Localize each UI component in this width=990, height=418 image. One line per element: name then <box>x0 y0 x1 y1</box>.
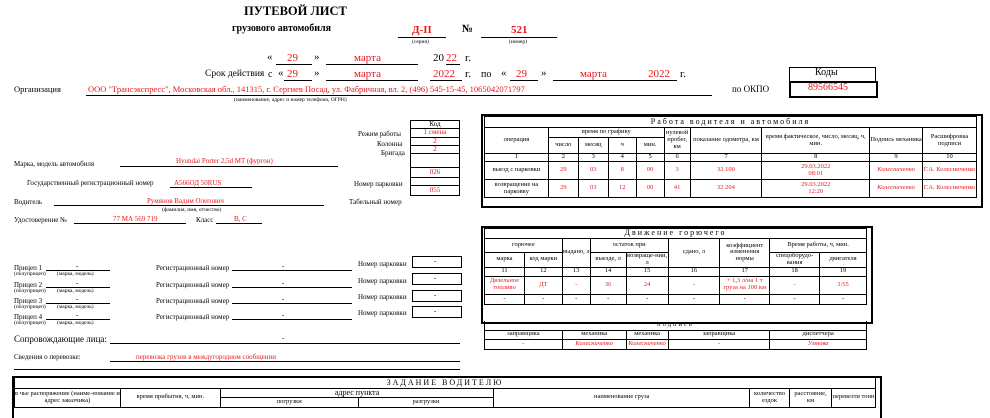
fuel-sign-role: механика <box>562 330 626 339</box>
transport-info-value: перевозка грузов в междугородном сообщении <box>136 353 276 361</box>
trailer-2-semi: (полуприцеп) <box>14 288 46 294</box>
trailer-4-reg-label: Регистрационный номер <box>156 313 230 321</box>
work-num: 8 <box>762 154 870 162</box>
organization-label: Организация <box>14 84 61 94</box>
work-row-actual-date: 29.03.2022 <box>801 180 831 188</box>
task-table <box>14 378 876 408</box>
column-label: Колонна <box>377 140 403 148</box>
brigade-label: Бригада <box>381 149 405 157</box>
validity-from-day: 29 <box>287 68 298 80</box>
work-row-sign: Колесниченко <box>870 162 923 180</box>
work-row-decode: Г.А. Колесниченко <box>923 180 977 198</box>
park-number-value: 026 <box>411 168 460 178</box>
validity-from-close-quote: » <box>314 67 320 79</box>
work-col-schedule: время по графику <box>548 128 664 138</box>
work-row-op: возвращение на парковку <box>485 180 549 198</box>
task-col-cargo: наименование груза <box>494 388 750 407</box>
table-row <box>485 276 867 294</box>
license-label: Удостоверение № <box>14 216 67 224</box>
work-col-odometer: показание одометра, км <box>690 128 762 154</box>
trailer-4-semi: (полуприцеп) <box>14 320 46 326</box>
work-num: 3 <box>578 154 608 162</box>
fuel-row-brand: Дизельное топливо <box>485 276 525 294</box>
trailer-2-dash: - <box>76 279 79 287</box>
work-mode-value: 1 смена <box>411 129 460 137</box>
park-number-label: Номер парковки <box>354 180 403 188</box>
fuel-col-out: выезде, л <box>590 253 626 268</box>
work-row-hour: 12 <box>608 180 636 198</box>
trailer-2-park-label: Номер парковки <box>358 277 407 285</box>
validity-label: Срок действия <box>205 69 265 79</box>
trailer-1-reg-label: Регистрационный номер <box>156 264 230 272</box>
issue-close-quote: » <box>314 51 320 63</box>
fuel-row-handed: - <box>668 276 720 294</box>
fuel-sign-role: механика <box>626 330 668 339</box>
work-row-odo: 32 100 <box>690 162 762 180</box>
page-subtitle: грузового автомобиля <box>232 23 332 34</box>
validity-to-close-quote: » <box>541 67 547 79</box>
fuel-empty-cell: - <box>590 294 626 304</box>
task-title: ЗАДАНИЕ ВОДИТЕЛЮ <box>15 378 876 388</box>
table-row <box>485 162 977 180</box>
trailer-3-park-value: - <box>434 291 437 299</box>
fuel-title: Движение горючего <box>485 229 867 239</box>
work-num: 9 <box>870 154 923 162</box>
fuel-num: 19 <box>820 267 867 276</box>
task-col-unload: разгрузки <box>358 397 494 407</box>
work-num: 1 <box>485 154 549 162</box>
work-row-actual-date: 29.03.2022 <box>801 162 831 170</box>
work-mode-label: Режим работы <box>358 130 402 138</box>
fuel-row-special: - <box>770 276 820 294</box>
fuel-sign-role: заправщика <box>485 330 563 339</box>
validity-to-year-unit: г. <box>680 68 687 80</box>
fuel-row-return: 24 <box>626 276 668 294</box>
fuel-row-issued: - <box>562 276 590 294</box>
tab-number-label: Табельный номер <box>349 198 402 206</box>
work-col-actual: время фактическое, число, месяц, ч, мин. <box>762 128 870 154</box>
work-num: 5 <box>636 154 664 162</box>
trailer-1-reg-value: - <box>282 262 285 270</box>
fuel-num: 13 <box>562 267 590 276</box>
tab-number-value: 055 <box>411 186 460 196</box>
column-value: 2 <box>411 137 460 145</box>
number-caption: (номер) <box>509 39 527 45</box>
task-col-time: время прибытия, ч, мин. <box>120 388 220 407</box>
reg-number-label: Государственный регистрационный номер <box>27 179 154 187</box>
task-col-distance: расстояние, км <box>790 388 832 407</box>
brand-label: Марка, модель автомобиля <box>14 160 95 168</box>
trailer-4-park-value: - <box>434 307 437 315</box>
driver-value: Румянов Вадим Олегович <box>147 197 224 205</box>
trailer-4-dash: - <box>76 311 79 319</box>
work-row-month: 03 <box>578 180 608 198</box>
validity-to-month: марта <box>580 68 607 80</box>
task-col-disposal: в чье распоряжение (наиме-нование и адрес заказчика) <box>15 388 121 407</box>
task-col-address: адрес пункта <box>220 388 494 397</box>
issue-month: марта <box>354 52 381 64</box>
kod-table <box>410 120 460 196</box>
fuel-sign-role: заправщика <box>668 330 770 339</box>
table-row <box>485 294 867 304</box>
fuel-col-rest: остаток при <box>590 239 668 253</box>
fuel-col-special: спецоборудо-вания <box>770 253 820 268</box>
fuel-sign-value: Колесниченко <box>626 339 668 349</box>
work-row-zero: 3 <box>664 162 690 180</box>
work-row-min: 00 <box>636 162 664 180</box>
fuel-empty-cell: - <box>820 294 867 304</box>
class-value: В, С <box>234 215 247 223</box>
trailer-4-label: Прицеп 4 <box>14 313 43 321</box>
fuel-col-fuel: горючее <box>485 239 563 253</box>
validity-to-year: 2022 <box>648 68 670 80</box>
work-col-sign: Подпись механика <box>870 128 923 154</box>
driver-label: Водитель <box>14 198 43 206</box>
number-sign: № <box>462 23 474 35</box>
trailer-3-brand-caption: (марка, модель) <box>57 304 94 310</box>
fuel-col-brand: марка <box>485 253 525 268</box>
fuel-sign-value: - <box>668 339 770 349</box>
fuel-num: 14 <box>590 267 626 276</box>
fuel-col-engine: двигателя <box>820 253 867 268</box>
trailer-3-label: Прицеп 3 <box>14 297 43 305</box>
fuel-col-return: возвраще-нии, л <box>626 252 668 266</box>
work-row-hour: 8 <box>608 162 636 180</box>
trailer-2-reg-value: - <box>282 279 285 287</box>
trailer-4-reg-value: - <box>282 311 285 319</box>
task-col-count: количество ездок <box>750 388 790 407</box>
trailer-4-park-label: Номер парковки <box>358 309 407 317</box>
fuel-col-code: код марки <box>524 253 562 268</box>
work-num: 7 <box>690 154 762 162</box>
license-value: 77 МА 569 719 <box>113 215 158 223</box>
validity-from-year: 2022 <box>433 68 455 80</box>
trailer-3-semi: (полуприцеп) <box>14 304 46 310</box>
trailer-3-reg-value: - <box>282 295 285 303</box>
validity-from-open-quote: « <box>278 67 284 79</box>
work-row-day: 29 <box>548 180 578 198</box>
fuel-empty-cell: - <box>720 294 770 304</box>
trailer-1-semi: (полуприцеп) <box>14 271 46 277</box>
work-col-decode: Расшифровка подписи <box>923 128 977 154</box>
fuel-empty-cell: - <box>524 294 562 304</box>
reg-number-value: А566ОД 50RUS <box>174 179 222 187</box>
trailer-3-dash: - <box>76 295 79 303</box>
number-value: 521 <box>511 24 528 36</box>
work-row-actual-time: 08:01 <box>808 169 824 177</box>
trailer-1-park-value: - <box>434 257 437 265</box>
table-row <box>485 180 977 198</box>
validity-from-word: с <box>268 69 273 80</box>
fuel-sign-value: Колесниченко <box>562 339 626 349</box>
brand-value: Hyundai Porter 2,5d MT (фургон) <box>176 157 273 165</box>
fuel-col-work-time: Время работы, ч, мин. <box>770 239 867 253</box>
work-table <box>484 116 977 198</box>
work-num: 10 <box>923 154 977 162</box>
okpo-label: по ОКПО <box>732 84 770 94</box>
work-row-day: 29 <box>548 162 578 180</box>
trailer-1-park-label: Номер парковки <box>358 260 407 268</box>
task-col-load: погрузки <box>220 397 358 407</box>
trailer-3-reg-label: Регистрационный номер <box>156 297 230 305</box>
fuel-row-code: ДТ <box>524 276 562 294</box>
fuel-sign-role: диспетчера <box>770 330 867 339</box>
fuel-num: 16 <box>668 267 720 276</box>
trailer-4-brand-caption: (марка, модель) <box>57 320 94 326</box>
fuel-num: 15 <box>626 267 668 276</box>
escort-label: Сопровождающие лица: <box>14 334 107 344</box>
fuel-sign-value: Умнова <box>770 339 867 349</box>
fuel-num: 18 <box>770 267 820 276</box>
trailer-3-park-label: Номер парковки <box>358 293 407 301</box>
fuel-num: 12 <box>524 267 562 276</box>
validity-to-open-quote: « <box>501 67 507 79</box>
work-row-odo: 32 204 <box>690 180 762 198</box>
work-title: Работа водителя и автомобиля <box>485 117 977 128</box>
trailer-2-label: Прицеп 2 <box>14 281 43 289</box>
work-col-month: месяц <box>578 138 608 154</box>
issue-year-unit: г. <box>465 52 472 64</box>
organization-value: ООО "Трансэкспресс", Московская обл., 141315, г. Сергиев Посад, ул. Фабричная, вл. 2, (496) 545-15-45, 1065042071797 <box>88 84 525 94</box>
fuel-empty-cell: - <box>626 294 668 304</box>
okpo-value: 89566545 <box>808 82 848 93</box>
trailer-2-park-value: - <box>434 274 437 282</box>
fuel-sign-value: - <box>485 339 563 349</box>
validity-from-year-unit: г. <box>465 68 472 80</box>
work-num: 6 <box>664 154 690 162</box>
work-num: 2 <box>548 154 578 162</box>
series-caption: (серия) <box>412 39 429 45</box>
driver-caption: (фамилия, имя, отчество) <box>162 207 222 213</box>
issue-year-suffix: 22 <box>446 52 457 64</box>
issue-open-quote: « <box>267 51 273 63</box>
series-value: Д-II <box>412 24 432 36</box>
fuel-col-handed: сдано, л <box>668 239 720 268</box>
transport-info-label: Сведения о перевозке: <box>14 353 81 361</box>
issue-year-prefix: 20 <box>433 52 444 64</box>
issue-day: 29 <box>287 52 298 64</box>
validity-from-month: марта <box>354 68 381 80</box>
work-col-zero: нулевой пробег, км <box>664 128 690 154</box>
fuel-empty-cell: - <box>485 294 525 304</box>
kod-header: Код <box>411 121 460 129</box>
fuel-signs-table <box>484 321 867 350</box>
fuel-col-issued: выдано, л <box>562 239 590 268</box>
trailer-1-brand-caption: (марка, модель) <box>57 271 94 277</box>
trailer-2-reg-label: Регистрационный номер <box>156 281 230 289</box>
brigade-value: 2 <box>411 146 460 154</box>
fuel-num: 11 <box>485 267 525 276</box>
work-col-day: число <box>548 138 578 154</box>
page-title: ПУТЕВОЙ ЛИСТ <box>244 4 347 18</box>
fuel-row-engine: 3:55 <box>820 276 867 294</box>
work-row-min: 00 <box>636 180 664 198</box>
fuel-row-coef: + 1,3 л/на 1 т груза на 100 км <box>720 276 770 294</box>
codes-label: Коды <box>815 67 838 78</box>
validity-to-word: по <box>481 69 492 80</box>
work-row-sign: Колесниченко <box>870 180 923 198</box>
fuel-empty-cell: - <box>770 294 820 304</box>
work-row-op: выезд с парковки <box>485 162 549 180</box>
class-label: Класс <box>196 216 214 224</box>
validity-to-day: 29 <box>516 68 527 80</box>
trailer-1-label: Прицеп 1 <box>14 264 43 272</box>
trailer-2-brand-caption: (марка, модель) <box>57 288 94 294</box>
work-row-decode: Г.А. Колесниченко <box>923 162 977 180</box>
trailer-1-dash: - <box>76 262 79 270</box>
work-col-operation: операция <box>485 128 549 154</box>
fuel-empty-cell: - <box>668 294 720 304</box>
fuel-signs-title: подпись <box>485 321 867 330</box>
work-row-zero: 41 <box>664 180 690 198</box>
work-col-min: мин. <box>636 138 664 154</box>
work-num: 4 <box>608 154 636 162</box>
fuel-empty-cell: - <box>562 294 590 304</box>
work-col-hour: ч <box>608 138 636 154</box>
fuel-table <box>484 228 867 305</box>
escort-value: - <box>282 334 285 342</box>
fuel-col-coef: коэффициент изменения нормы <box>720 239 770 268</box>
fuel-row-out: 36 <box>590 276 626 294</box>
task-col-tons: перевезти тонн <box>832 388 876 407</box>
organization-caption: (наименование, адрес и номер телефона, ОГРН) <box>234 97 347 103</box>
fuel-num: 17 <box>720 267 770 276</box>
work-row-month: 03 <box>578 162 608 180</box>
work-row-actual-time: 12:20 <box>808 187 824 195</box>
